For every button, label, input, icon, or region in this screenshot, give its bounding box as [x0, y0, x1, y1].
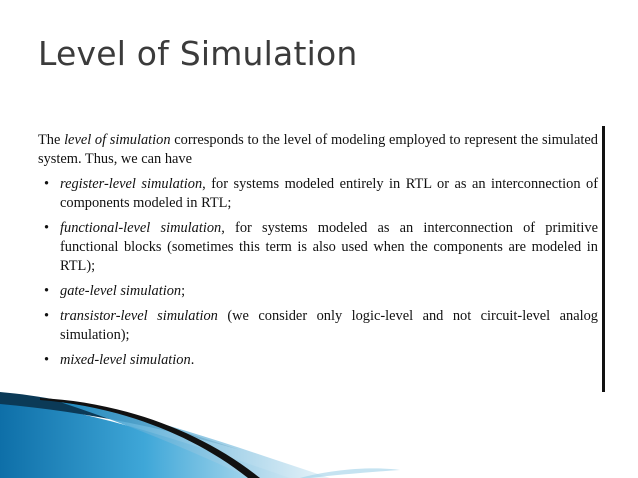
- intro-emphasis: level of simulation: [64, 132, 171, 148]
- intro-paragraph: [38, 131, 598, 169]
- list-item: [38, 351, 598, 370]
- bullet-glyph: •: [44, 352, 50, 368]
- list-item-text: , for systems modeled as an interconnection of primitive functional blocks (sometimes this term is also used when the components are modeled in RTL);: [60, 220, 599, 274]
- bullet-glyph: •: [44, 308, 50, 324]
- list-item-text: , for systems modeled entirely in RTL or as an interconnection of components modeled in RTL;: [60, 176, 598, 211]
- list-item: [38, 219, 598, 276]
- list-item: [38, 307, 598, 345]
- bullet-glyph: •: [44, 220, 50, 236]
- list-item: [38, 175, 598, 213]
- page-title: Level of Simulation: [38, 34, 358, 73]
- body-text: [38, 131, 598, 376]
- intro-before: The: [38, 132, 65, 148]
- simulation-levels-list: [38, 175, 598, 370]
- list-item-text: (we consider only logic-level and not circuit-level analog simulation);: [60, 308, 598, 343]
- scan-right-border: [602, 126, 605, 392]
- list-item-term: mixed-level simulation: [60, 352, 191, 368]
- list-item-term: gate-level simulation: [60, 283, 182, 299]
- list-item-text: .: [190, 352, 195, 368]
- intro-after: corresponds to the level of modeling employed to represent the simulated system. Thus, we can have: [38, 132, 598, 167]
- list-item-text: ;: [181, 283, 186, 299]
- list-item-term: transistor-level simulation: [60, 308, 218, 324]
- list-item-term: functional-level simulation: [60, 220, 222, 236]
- list-item: [38, 282, 598, 301]
- list-item-term: register-level simulation: [60, 176, 203, 192]
- bullet-glyph: •: [44, 176, 50, 192]
- bullet-glyph: •: [44, 283, 50, 299]
